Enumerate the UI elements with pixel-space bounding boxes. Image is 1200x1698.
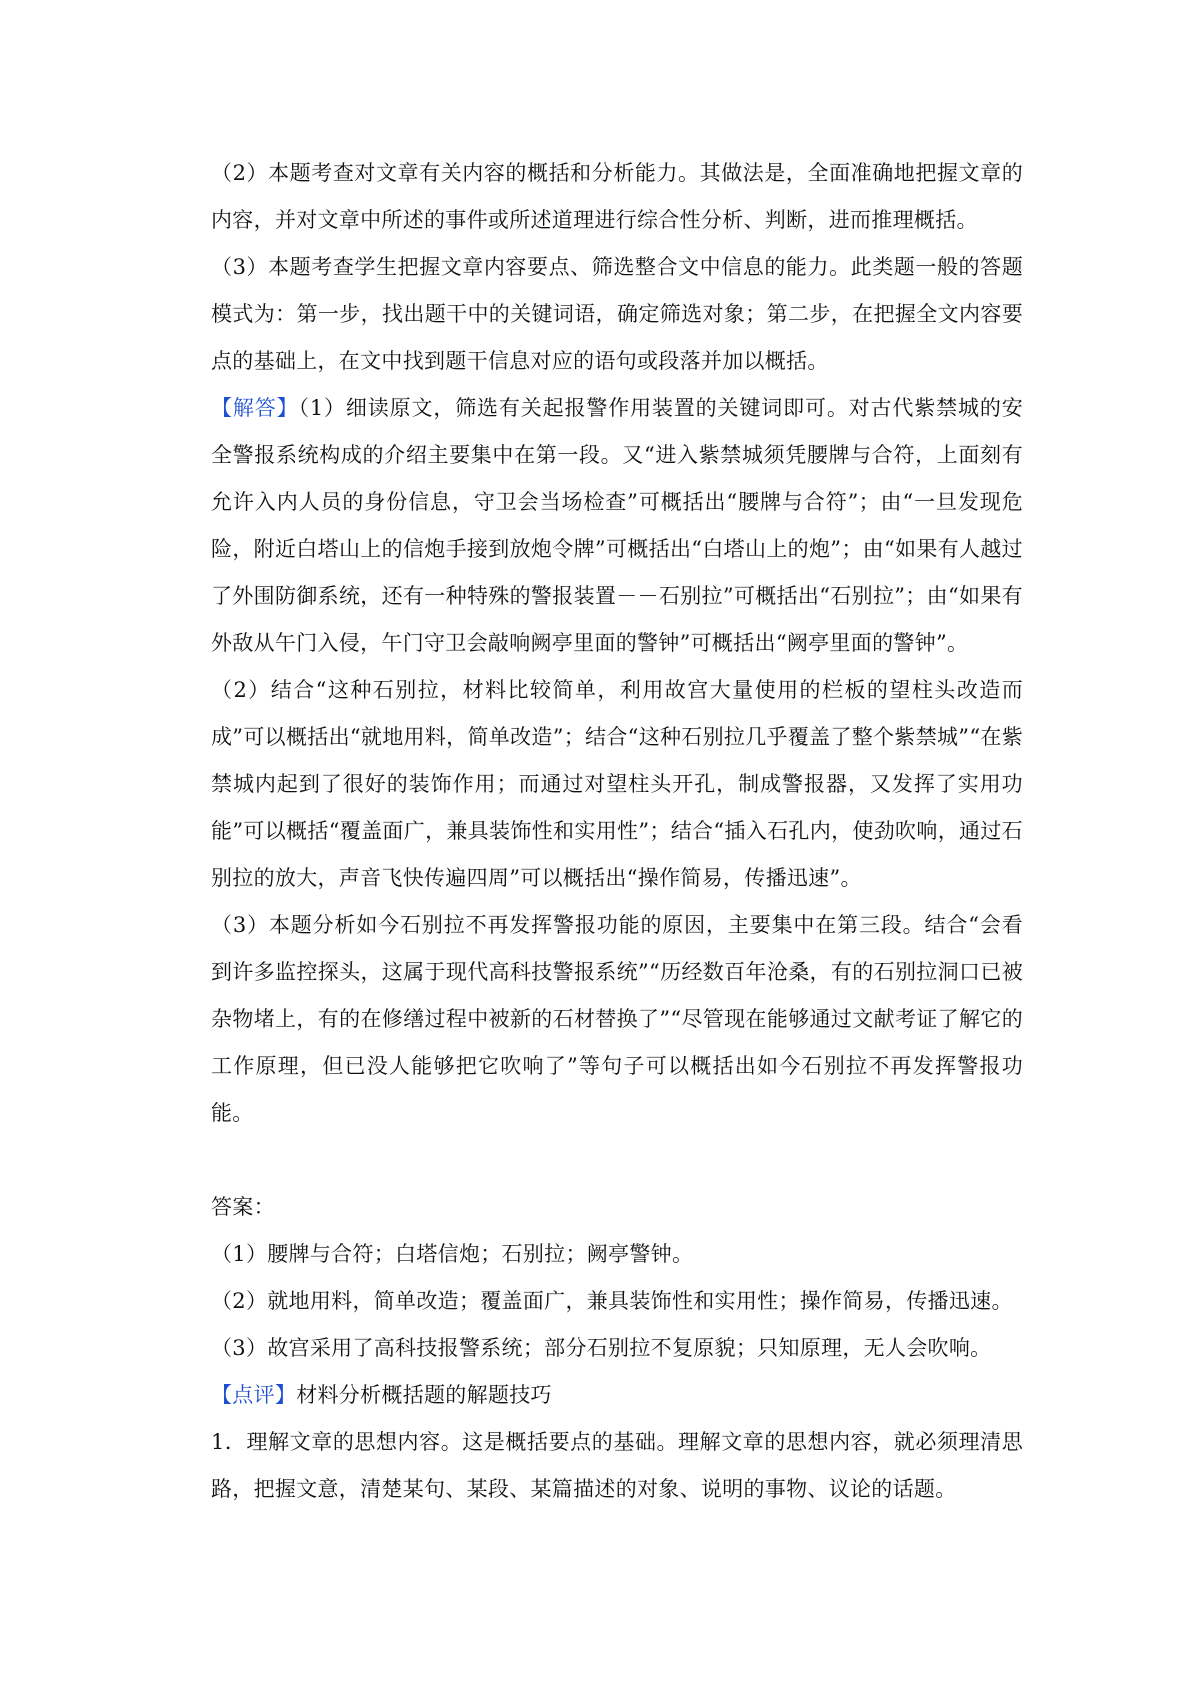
analysis-paragraph-3: （3）本题考查学生把握文章内容要点、筛选整合文中信息的能力。此类题一般的答题模式为：第一步，找出题干中的关键词语，确定筛选对象；第二步，在把握全文内容要点的基础上，在文中找到题干信息对应的语句或段落并加以概括。 [211, 255, 1023, 373]
comment-heading [211, 1372, 1023, 1419]
document-content [211, 150, 1023, 1513]
solution-text-1: （1）细读原文，筛选有关起报警作用装置的关键词即可。对古代紫禁城的安全警报系统构成的介绍主要集中在第一段。又“进入紫禁城须凭腰牌与合符，上面刻有允许入内人员的身份信息，守卫会当场检查”可概括出“腰牌与合符”；由“一旦发现危险，附近白塔山上的信炮手接到放炮令牌”可概括出“白塔山上的炮”；由“如果有人越过了外围防御系统，还有一种特殊的警报装置－－石别拉”可概括出“石别拉”；由“如果有外敌从午门入侵，午门守卫会敲响阙亭里面的警钟”可概括出“阙亭里面的警钟”。 [211, 396, 1024, 655]
solution-paragraph-3: （3）本题分析如今石别拉不再发挥警报功能的原因，主要集中在第三段。结合“会看到许多监控探头，这属于现代高科技警报系统”“历经数百年沧桑，有的石别拉洞口已被杂物堵上，有的在修缮过程中被新的石材替换了”“尽管现在能够通过文献考证了解它的工作原理，但已没人能够把它吹响了”等句子可以概括出如今石别拉不再发挥警报功能。 [211, 913, 1023, 1125]
comment-tag: 【点评】 [211, 1383, 297, 1407]
solution-tag: 【解答】 [211, 396, 299, 420]
answer-item-1: （1）腰牌与合符；白塔信炮；石别拉；阙亭警钟。 [211, 1242, 694, 1266]
answer-label: 答案： [211, 1195, 275, 1219]
answer-item-2: （2）就地用料，简单改造；覆盖面广，兼具装饰性和实用性；操作简易，传播迅速。 [211, 1289, 1013, 1313]
analysis-paragraph-2: （2）本题考查对文章有关内容的概括和分析能力。其做法是，全面准确地把握文章的内容，并对文章中所述的事件或所述道理进行综合性分析、判断，进而推理概括。 [211, 161, 1023, 232]
solution-paragraph-2: （2）结合“这种石别拉，材料比较简单，利用故宫大量使用的栏板的望柱头改造而成”可以概括出“就地用料，简单改造”；结合“这种石别拉几乎覆盖了整个紫禁城”“在紫禁城内起到了很好的装饰作用；而通过对望柱头开孔，制成警报器，又发挥了实用功能”可以概括“覆盖面广，兼具装饰性和实用性”；结合“插入石孔内，使劲吹响，通过石别拉的放大，声音飞快传遍四周”可以概括出“操作简易，传播迅速”。 [211, 678, 1023, 890]
solution-paragraph-1 [211, 385, 1023, 667]
blank-line [211, 1137, 1023, 1184]
answer-item-3: （3）故宫采用了高科技报警系统；部分石别拉不复原貌；只知原理，无人会吹响。 [211, 1336, 992, 1360]
comment-title: 材料分析概括题的解题技巧 [296, 1383, 552, 1407]
comment-paragraph-1: 1．理解文章的思想内容。这是概括要点的基础。理解文章的思想内容，就必须理清思路，把握文意，清楚某句、某段、某篇描述的对象、说明的事物、议论的话题。 [211, 1430, 1023, 1501]
